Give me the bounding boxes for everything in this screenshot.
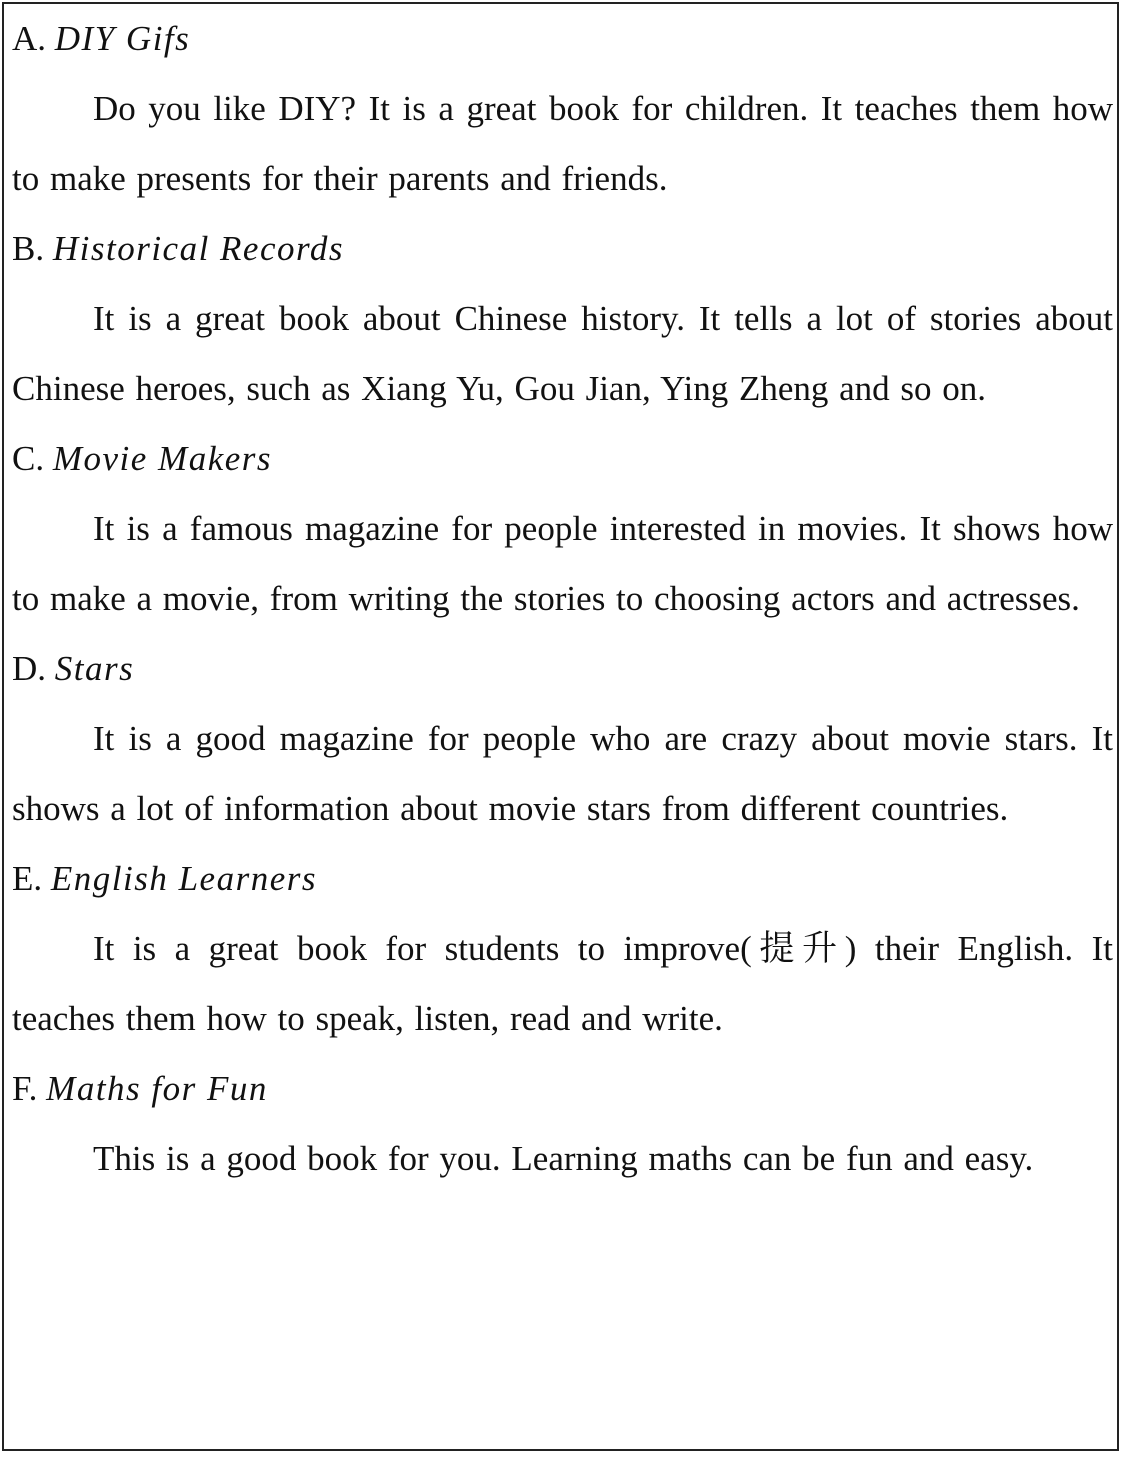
entry-title: DIY Gifs [54, 19, 191, 58]
entry-description: This is a good book for you. Learning maths can be fun and easy. [93, 1139, 1034, 1178]
entry-letter: F. [12, 1069, 38, 1108]
entry-heading [12, 424, 1113, 494]
entry-description: It is a good magazine for people who are crazy about movie stars. It shows a lot of information about movie stars from different countries. [12, 719, 1113, 828]
entry-a [12, 4, 1113, 214]
entry-description: It is a great book about Chinese history. It tells a lot of stories about Chinese heroes, such as Xiang Yu, Gou Jian, Ying Zheng and so on. [12, 299, 1113, 408]
entry-title: Movie Makers [52, 439, 273, 478]
entry-title: Historical Records [52, 229, 344, 268]
entry-letter: B. [12, 229, 45, 268]
entry-f [12, 1054, 1113, 1194]
entry-letter: E. [12, 859, 43, 898]
entry-description: Do you like DIY? It is a great book for children. It teaches them how to make presents for their parents and friends. [12, 89, 1113, 198]
entry-c [12, 424, 1113, 634]
entry-heading [12, 4, 1113, 74]
entry-letter: A. [12, 19, 47, 58]
document-frame [2, 2, 1119, 1451]
entry-b [12, 214, 1113, 424]
entry-heading [12, 634, 1113, 704]
entry-description: It is a famous magazine for people interested in movies. It shows how to make a movie, from writing the stories to choosing actors and actresses. [12, 509, 1113, 618]
entry-letter: C. [12, 439, 45, 478]
entry-letter: D. [12, 649, 47, 688]
entry-heading [12, 1054, 1113, 1124]
entry-d [12, 634, 1113, 844]
entry-title: Stars [54, 649, 135, 688]
entry-heading [12, 844, 1113, 914]
document-content [12, 4, 1113, 1194]
entry-title: English Learners [50, 859, 317, 898]
entry-e [12, 844, 1113, 1054]
entry-title: Maths for Fun [46, 1069, 268, 1108]
entry-heading [12, 214, 1113, 284]
entry-description: It is a great book for students to improve(提升) their English. It teaches them how to speak, listen, read and write. [12, 929, 1113, 1038]
